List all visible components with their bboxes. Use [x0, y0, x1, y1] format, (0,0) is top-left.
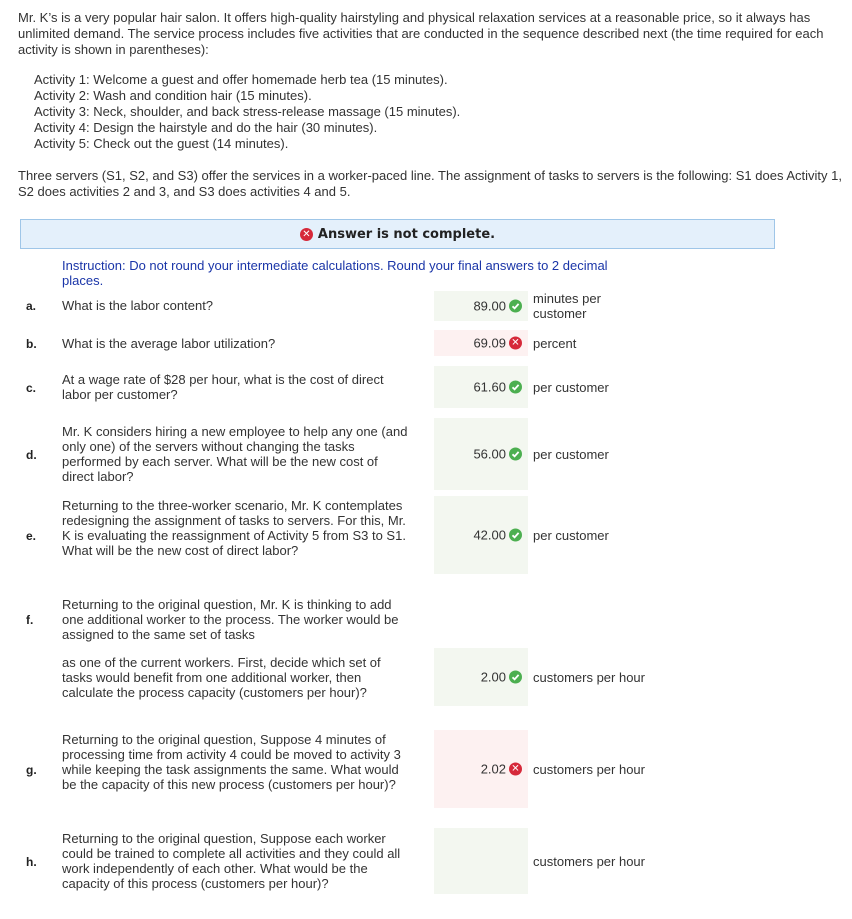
answer-e-unit: per customer [533, 528, 609, 543]
instruction-text: Instruction: Do not round your intermediate calculations. Round your final answers to 2 decimal places. [62, 258, 608, 288]
question-letter-d: d. [26, 448, 37, 462]
answer-a-field[interactable] [434, 291, 528, 321]
answer-b-value: 69.09 [473, 335, 506, 351]
question-g-text: Returning to the original question, Suppose 4 minutes of processing time from activity 4 could be moved to activity 3 while keeping the task assignments the same. What would be the capacity of this new process (customers per hour)? [62, 732, 401, 792]
answer-e-value: 42.00 [473, 527, 506, 543]
correct-check-icon [509, 300, 522, 313]
activity-item: Activity 3: Neck, shoulder, and back stress-release massage (15 minutes). [34, 104, 461, 119]
answer-a-unit: minutes per customer [533, 291, 601, 321]
answer-f-unit: customers per hour [533, 670, 645, 685]
server-assignment-text: Three servers (S1, S2, and S3) offer the services in a worker-paced line. The assignment of tasks to servers is the following: S1 does Activity 1, S2 does activities 2 and 3, and S3 does activities 4 and 5. [18, 168, 842, 199]
question-f-text: Returning to the original question, Mr. K is thinking to add one additional worker to the process. The worker would be assigned to the same set of tasks [62, 597, 399, 642]
activity-item: Activity 2: Wash and condition hair (15 minutes). [34, 88, 312, 103]
question-letter-h: h. [26, 855, 37, 869]
answer-f-field[interactable] [434, 648, 528, 706]
question-h-text: Returning to the original question, Suppose each worker could be trained to complete all activities and they could all work independently of each other. What would be the capacity of this process (customers per hour)? [62, 831, 401, 891]
answer-g-unit: customers per hour [533, 762, 645, 777]
answer-a-value: 89.00 [473, 298, 506, 314]
question-e-text: Returning to the three-worker scenario, Mr. K contemplates redesigning the assignment of tasks to servers. For this, Mr. K is evaluating the reassignment of Activity 5 from S3 to S1. What will be the new cost of direct labor? [62, 498, 406, 558]
question-d-text: Mr. K considers hiring a new employee to help any one (and only one) of the servers without changing the tasks performed by each server. What will be the new cost of direct labor? [62, 424, 408, 484]
answer-g-field[interactable] [434, 730, 528, 808]
answer-c-field[interactable] [434, 366, 528, 408]
question-f-text-continued: as one of the current workers. First, decide which set of tasks would benefit from one additional worker, then calculate the process capacity (customers per hour)? [62, 655, 381, 700]
question-letter-b: b. [26, 337, 37, 351]
problem-intro: Mr. K’s is a very popular hair salon. It offers high-quality hairstyling and physical relaxation services at a reasonable price, so it always has unlimited demand. The service process includes five activities that are conducted in the sequence described next (the time required for each activity is shown in parentheses): [18, 10, 824, 57]
incorrect-x-icon: ✕ [509, 337, 522, 350]
activity-list [34, 72, 460, 152]
answer-d-field[interactable] [434, 418, 528, 490]
answer-h-unit: customers per hour [533, 854, 645, 869]
answer-b-unit: percent [533, 336, 577, 351]
correct-check-icon [509, 448, 522, 461]
answer-e-field[interactable] [434, 496, 528, 574]
activity-item: Activity 5: Check out the guest (14 minutes). [34, 136, 289, 151]
activity-item: Activity 1: Welcome a guest and offer homemade herb tea (15 minutes). [34, 72, 448, 87]
question-b-text: What is the average labor utilization? [62, 336, 276, 351]
question-letter-a: a. [26, 299, 37, 313]
question-letter-c: c. [26, 381, 37, 395]
question-c-text: At a wage rate of $28 per hour, what is the cost of direct labor per customer? [62, 372, 384, 402]
answer-g-value: 2.02 [480, 761, 506, 777]
question-letter-e: e. [26, 529, 37, 543]
activity-item: Activity 4: Design the hairstyle and do the hair (30 minutes). [34, 120, 378, 135]
error-x-icon: ✕ [300, 228, 313, 241]
correct-check-icon [509, 671, 522, 684]
correct-check-icon [509, 381, 522, 394]
answer-c-value: 61.60 [473, 379, 506, 395]
incorrect-x-icon: ✕ [509, 763, 522, 776]
correct-check-icon [509, 529, 522, 542]
answer-d-value: 56.00 [473, 446, 506, 462]
answer-status-banner [20, 219, 775, 249]
question-letter-g: g. [26, 763, 37, 777]
answer-c-unit: per customer [533, 380, 609, 395]
answer-f-value: 2.00 [480, 669, 506, 685]
banner-text: Answer is not complete. [317, 226, 496, 242]
answer-b-field[interactable] [434, 330, 528, 356]
answer-d-unit: per customer [533, 447, 609, 462]
question-letter-f: f. [26, 613, 34, 627]
question-a-text: What is the labor content? [62, 298, 214, 313]
answer-h-field[interactable] [434, 828, 528, 894]
